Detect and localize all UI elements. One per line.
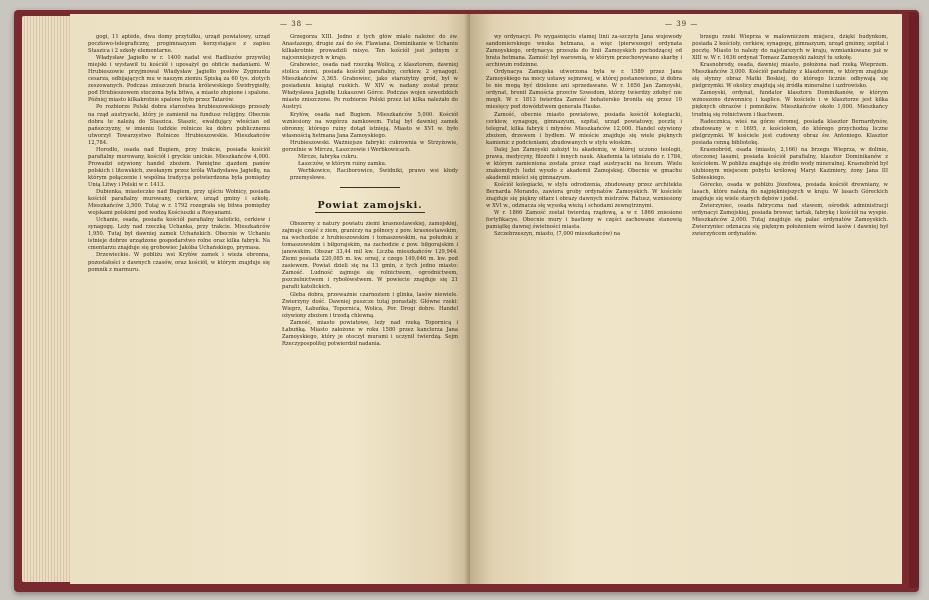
paragraph: Radecznica, wieś na górze stromej, posiada klasztor Bernardynów, zbudowany w r. 1695, z kościołem, do którego przychodzą liczne pielgrzymki. W kościele jest cudowny obraz św. Antoniego. Klasztor posiada cenną bibliotekę. [692,118,888,146]
left-column-1 [88,34,270,574]
paragraph: Szczebrzeszyn, miasto, (7,000 mieszkańców) na [494,231,621,238]
paragraph: Władysław Jagiełło w r. 1400 nadał wsi Radliszów przywilej miejski i wystawił tu kościół i uposażył go obficie nadaniami. W Hrubieszowie przyjmował Władysław Jagiełło posłów Zygmunta cesarza, odbijających mu w naszym ziemiu Spiską za 60 tys. złotych zeszowanych. Podczas zniszczeń bracia królewskiego Świdrygiełły, pod Hrubieszowem stoczona była bitwa, a miasto złupione i spalone. Później miasto kilkakrotnie spalone było przez Tatarów. [88,55,270,104]
paragraph: Hrubieszowski. Ważniejsze fabryki: cukrownia w Strzyżowie, gorzelnie w Mirczu, Łaszczowie i Werbkowicach. [282,139,458,153]
paragraph: Gleba dobra, przeważnie czarnoziem i glinka, lasów niewiele. Zwierzyny dość. Dawniej puszcze tutaj porastały. Główne rzeki: Wieprz, Łabuńka, Topornica, Wolica, Por. Drogi dobre. Handel ożywiony zbożem i trzodą chlewną. [282,291,458,319]
left-column-2 [282,34,458,574]
paragraph: Ordynacya Zamojska utworzona była w r. 1589 przez Jana Zamoyskiego na mocy ustawy sejmowej, w której postanowiono, iż dobra te nie mogą być dzielone ani sprzedawane. W r. 1656 Jan Zamoyski, ordynat, bronił Zamościa przeciw Szwedom, którzy twierdzy zdobyć nie mogli. W r. 1813 twierdza Zamość bohatersko broniła się przez 10 miesięcy pod dowództwem generała Hauke. [486,69,682,111]
paragraph: Dalej Jan Zamoyski założył tu akademię, w której uczono teologii, prawa, medycyny, filozofii i innych nauk. Akademia ta istniała do r. 1784, w którym zamieniona została przez rząd austryacki na liceum. Wielu znakomitych ludzi wyszło z akademii Zamojskiej. Obecnie w gmachu akademii mieści się gimnazyum. [486,146,682,181]
paragraph: Horodło, osada nad Bugiem, przy trakcie, posiada kościół parafialny murowany, kościół i gryckie unickie. Mieszkańców 4,000. Prowadzi ożywiony handel zbożem. Pamiętne zjazdem panów polskich i litewskich, zwołanym przez króla Władysława Jagiełłę, na którym połączenie i wspólna tradycya potwierdzona była pomiędzy Unią Litwy i Polski w r. 1413. [88,146,270,188]
right-page [470,14,902,584]
paragraph: W r. 1866 Zamość został twierdzą rządową, a w r. 1866 zniesiono fortyfikacye. Obecnie mury i bastiony w części zachowane stanowią pamiątkę dawnej świetności miasta. [486,210,682,231]
heading-rule [315,212,425,213]
right-page-number: — 39 — [665,20,699,28]
left-page-number: — 38 — [280,20,314,28]
right-column-1 [486,34,682,574]
section-heading: Powiat zamojski. [317,199,423,211]
paragraph: Krasnobród, osada (miasto, 2,166) na brzegu Wieprza, w dolinie, otoczonej lasami, posiada kościół parafialny, klasztor Dominikanów z kościołem. W pobliżu znajduje się źródło wody mineralnej. Krasnobród był ulubionym miejscem pobytu królowej Maryi Kazimiery, żony Jana III Sobieskiego. [692,146,888,181]
paragraph: Obszerny z natury powiatu ziemi krasnostawskiej, zamojskiej, zajmuje część z ziem, graniczy na północy z pow. krasnostawskim, na wschodzie z hrubieszowskim i tomaszowskim, na południu z tomaszowskim i biłgorajskim, na zachodzie z pow. biłgorajskim i janowskim. Obszar 33,44 mil kw. Liczba mieszkańców 129,944. Ziemi posiada 220,085 m. kw. ornej, z czego 149,646 m. kw. pod zasiewem. Powiat dzieli się na 13 gmin, z tych jedno miasto: Zamość. Ludność zajmuje się rolnictwem, ogrodnictwem, pszczelnictwem i rybołówstwem. W powiecie znajduje się 21 parafii katolickich. [282,221,458,291]
paragraph: Drzewieckie. W pobliżu wsi Kryłów zamek i wieża obronna, pozostałości z dawnych czasów, oraz kościół, w którym znajduje się pomnik z marmuru. [88,252,270,273]
paragraph: Dubienka, miasteczko nad Bugiem, przy ujściu Wołnicy, posiada kościół parafialny murowany, cerkiew, urząd gminy i szkołę. Mieszkańców 3,500. Tutaj w r. 1792 rozegrała się bitwa pomiędzy wojskami polskimi pod wodzą Kościuszki a Rosyanami. [88,189,270,217]
cover-edge [909,12,919,588]
list-item: Mircze, fabryka cukru. [298,153,358,160]
paragraph: Po rozbiorze Polski dobra starostwa hrubieszowskiego przeszły na rząd austryacki, który je zamienił na fundusz religijny. Obecnie dobra te należą do Staszica. Staszic, ewaldujący włościan od pańszczyzny, w imieniu ludzkie rolnicze ku dobru publicznemu utworzył Towarzystwo Rolnicze Hrubieszowskie. Mieszkańców 12,784. [88,104,270,146]
paragraph: brzegu rzeki Wieprza w malowniczem miejscu, dzięki budynkom, posiada 2 kościoły, cerkiew, synagogę, gimnazyum, urząd gminny, szpital i pocztę. Miasto to należy do najstarszych w kraju, wzmiankowane już w XIII w. W r. 1636 ordynat Tomasz Zamoyski założył tu szkołę. [692,34,888,62]
page-stack [22,16,76,582]
paragraph: wy ordynacyi. Po wygaśnięciu stamej linii za-szczytu Jana wojewody sandomierskiego wnuka hetmana, a więc (pierwszego) ordynata Zamoyskiego, ordynacya przeszła do linii Zamoyskich pochodzącej od brata hetmana. Zamość był warownią, w którym przechowywano skarby i archiwum rodzinne. [486,34,682,69]
divider [340,187,400,188]
right-column-2 [692,34,888,574]
paragraph: Zamoyski, ordynat, fundator klasztoru Dominikanów, w którym wznoszono dzwonnicę i kaplice. W kościele i w klasztorze jest kilka pięknych obrazów i pomników. Mieszkańców około 1,000. Mieszkańcy trudnią się rolnictwem i tkactwem. [692,90,888,118]
list-item: Werbkowice, Raciborowice, Świdniki, prawo wsi kłody przemysłowe. [290,167,458,181]
left-page [70,14,470,584]
paragraph: Kryłów, osada nad Bugiem. Mieszkańców 5,000. Kościół wzniesiony na wzgórzu zamkowem. Tutaj był dawniej zamek obronny, którego ruiny dotąd istnieją. Miasto w XVI w. było własnością hetmana Jana Zamoyskiego. [282,111,458,139]
paragraph: Zwierzyniec, osada fabryczna nad stawem, ośrodek administracji ordynacyi Zamojskiej, posiada browar, tartak, fabrykę i kościół na wyspie. Mieszkańców 2,000. Tutaj znajduje się pałac ordynatów Zamoyskich. Zwierzyniec odznacza się pięknym położeniem wśród lasów i dawniej był zwierzyńcem ordynatów. [692,203,888,238]
paragraph: Kościół kolegiacki, w stylu odrodzenia, zbudowany przez architekta Bernarda Morando, zawiera groby ordynatów Zamoyskich. W kościele znajduje się piękny ołtarz i obrazy dawnych mistrzów. Ratusz, wzniesiony w XVI w., odznacza się wysoką wieżą i schodami zewnętrznymi. [486,181,682,210]
paragraph: gogi, 11 aptéde, dwa domy przytułku, urząd powiatowy, urząd pocztowo-telegraficzny, progimnazyum korzystające z zapisu Staszica i 2 szkoły elementarne. [88,34,270,55]
paragraph: Zamość, obecnie miasto powiatowe, posiada kościół kolegiacki, cerkiew, synagogę, gimnazyum, szpital, urząd powiatowy, pocztę i telegraf, kilka fabryk i młynów. Mieszkańców 12,000. Handel ożywiony zbożem, drzewem i bydłem. W mieście znajduje się wiele pięknych kamienic z podcieniami, zbudowanych w stylu włoskim. [486,111,682,146]
paragraph: Grabowiec, osada nad rzeczką Wolicą, z klasztorem, dawniej stolica ziemi, posiada kościół parafialny, cerkiew, 2 synagogi. Mieszkańców 3,365. Grabowiec, jako starożytny gród, był w posiadaniu książąt ruskich. W XIV w. nadany został przez Władysława Jagiełłę Łukaszowi Górce. Podczas wojen szwedzkich miasto zniszczone. Po rozbiorze Polski przez lat kilka należało do Austryi. [282,62,458,111]
list-item: Łaszczów, w którym ruiny zamku. [298,160,387,167]
paragraph: Zamość, miasto powiatowe, leży nad rzeką Topornicą i Łabuńką. Miasto założone w roku 1580 przez kanclerza Jana Zamoyskiego, który je otoczył murami i uczynił twierdzą. Sejm Rzeczypospolitej potwierdził nadania. [282,319,458,347]
paragraph: Górecko, osada w pobliżu Józefowa, posiada kościół drewniany, w lasach, które należą do najpiękniejszych w kraju. W lasach Góreckich znajduje się wiele starych dębów i jodeł. [692,181,888,203]
paragraph: Krasnobrody, osada, dawniej miasto, położona nad rzeką Wieprzem. Mieszkańców 3,000. Kościół parafialny z klasztorem, w którym znajduje się słynny obraz Matki Boskiej, do którego licznie odbywają się pielgrzymki. W okolicy znajdują się źródła mineralne i uzdrowisko. [692,62,888,90]
paragraph: Uchanie, osada, posiada kościół parafialny katolicki, cerkiew i synagogę. Leży nad rzeczką Uchanka, przy trakcie. Mieszkańców 1,950. Tutaj był dawniej zamek Uchańskich. Obecnie w Uchaniu istnieje dobrze urządzone gospodarstwo rolne oraz kilka fabryk. Na cmentarzu znajduje się grobowiec Jakóba Uchańskiego, prymasa. [88,217,270,252]
paragraph: Grzegorza XIII. Jedno z tych głów miało należeć do św. Anastazego, drugie zaś do św. Flawiana. Dominikanie w Uchaniu kilkakrotnie prowadzili misye. Ten kościół jest jednym z najcenniejszych w kraju. [282,34,458,62]
